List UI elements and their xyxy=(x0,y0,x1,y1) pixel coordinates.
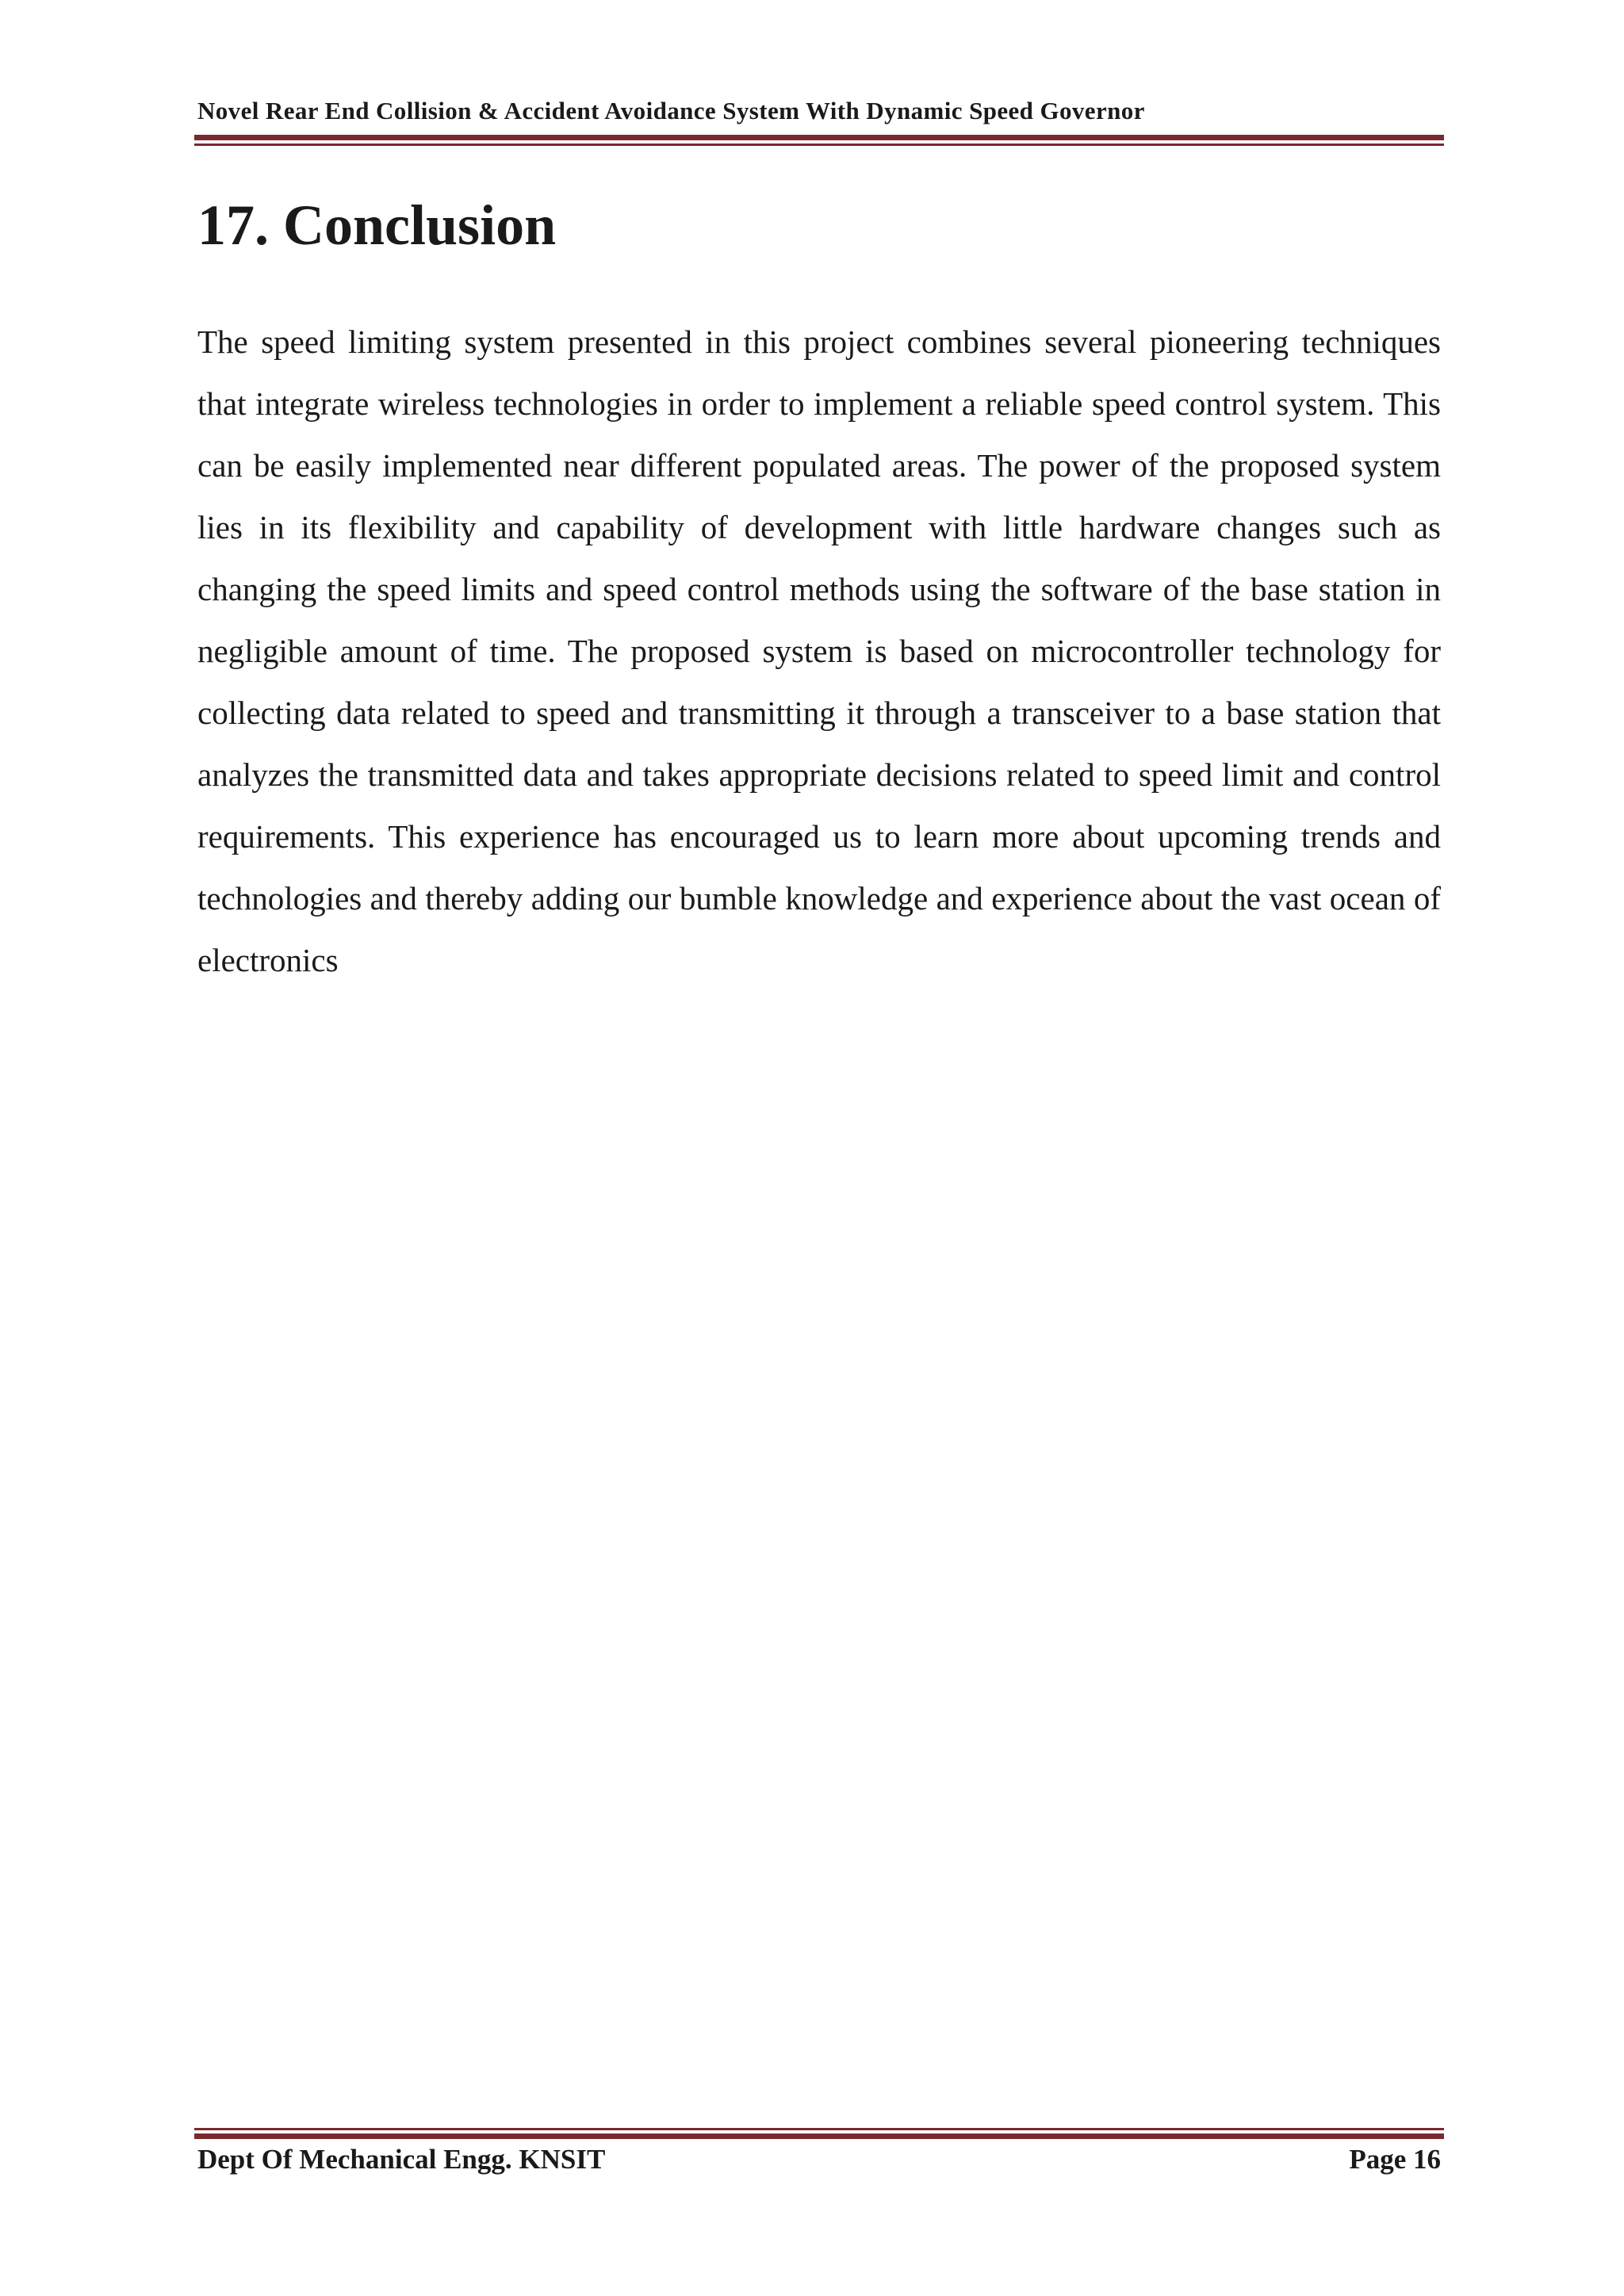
page-number xyxy=(1349,2144,1441,2175)
header-rule-thin xyxy=(194,144,1444,146)
footer-department: Dept Of Mechanical Engg. KNSIT xyxy=(197,2144,606,2175)
page-number-label: Page xyxy=(1349,2144,1407,2175)
section-heading: 17. Conclusion xyxy=(197,193,557,257)
footer-rule xyxy=(194,2128,1444,2139)
header-rule-thick xyxy=(194,135,1444,140)
footer-rule-thick xyxy=(194,2133,1444,2139)
running-footer xyxy=(197,2144,1441,2175)
footer-rule-thin xyxy=(194,2128,1444,2130)
running-header-title: Novel Rear End Collision & Accident Avoidance System With Dynamic Speed Governor xyxy=(197,97,1145,124)
conclusion-paragraph: The speed limiting system presented in this project combines several pioneering techniques that integrate wireless technologies in order to implement a reliable speed control system. This can be easily implemented near different populated areas. The power of the proposed system lies in its flexibility and capability of development with little hardware changes such as changing the speed limits and speed control methods using the software of the base station in negligible amount of time. The proposed system is based on microcontroller technology for collecting data related to speed and transmitting it through a transceiver to a base station that analyzes the transmitted data and takes appropriate decisions related to speed limit and control requirements. This experience has encouraged us to learn more about upcoming trends and technologies and thereby adding our bumble knowledge and experience about the vast ocean of electronics xyxy=(197,323,1441,978)
header-rule xyxy=(194,135,1444,146)
page-number-value: 16 xyxy=(1413,2144,1441,2175)
